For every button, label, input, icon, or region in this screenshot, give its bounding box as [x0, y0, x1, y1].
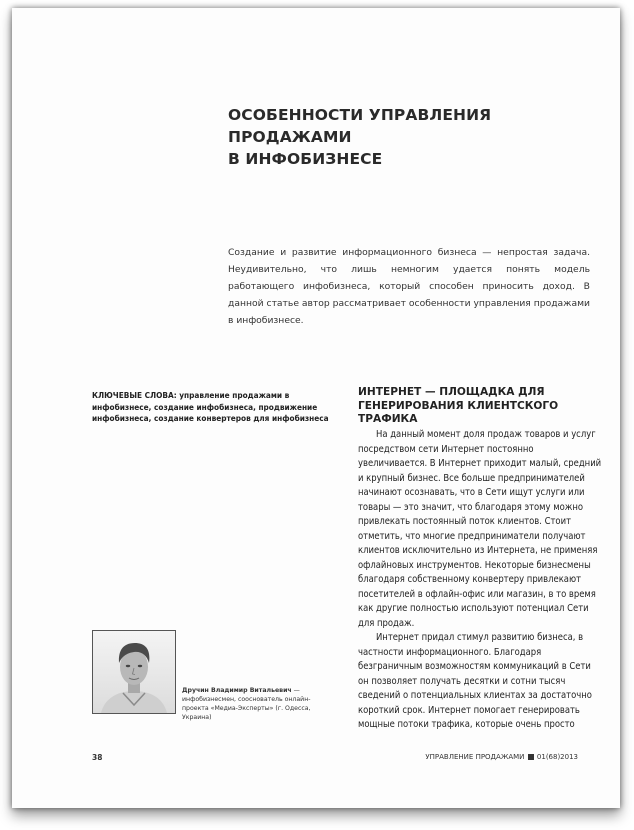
body-paragraph-2: Интернет придал стимул развитию бизнеса, в частности информационного. Благодаря безграничным возможностям коммуникаций в Сети он позволяет получать десятки и сотни тысяч сведений о потенциальных клиентах за достаточно короткий срок. Интернет помогает генерировать мощные потоки трафика, которые очень просто: [358, 632, 592, 730]
page-number: 38: [92, 753, 103, 762]
issue-number: 01(68)2013: [536, 753, 578, 761]
keywords-text: управление продажами в инфобизнесе, создание инфобизнеса, продвижение инфобизнеса, создание конвертеров для инфобизнеса: [92, 390, 329, 423]
journal-name: УПРАВЛЕНИЕ ПРОДАЖАМИ: [425, 753, 525, 761]
author-description: — инфобизнесмен, сооснователь онлайн-проекта «Медиа-Эксперты» (г. Одесса, Украина): [182, 687, 311, 721]
article-abstract: Создание и развитие информационного бизнеса — непростая задача. Неудивительно, что лишь немногим удается понять модель работающего инфобизнеса, который способен приносить доход. В данной статье автор рассматривает особенности управления продажами в инфобизнесе.: [228, 247, 590, 326]
section-heading-line2: ГЕНЕРИРОВАНИЯ КЛИЕНТСКОГО ТРАФИКА: [358, 399, 559, 425]
keywords-label: КЛЮЧЕВЫЕ СЛОВА:: [92, 390, 177, 400]
keywords-block: [92, 390, 334, 425]
author-photo: [92, 630, 176, 714]
article-title: [228, 104, 608, 170]
article-title-line2: В ИНФОБИЗНЕСЕ: [228, 150, 383, 168]
article-title-line1: ОСОБЕННОСТИ УПРАВЛЕНИЯ ПРОДАЖАМИ: [228, 106, 492, 146]
section-heading-line1: ИНТЕРНЕТ — ПЛОЩАДКА ДЛЯ: [358, 386, 545, 398]
author-info: [182, 686, 334, 722]
author-name: Дручин Владимир Витальевич: [182, 687, 292, 694]
author-portrait-icon: [93, 631, 175, 713]
body-paragraph-1: На данный момент доля продаж товаров и услуг посредством сети Интернет постоянно увеличивается. В Интернет приходит малый, средний и крупный бизнес. Все больше предпринимателей начинают осознавать, что в Сети ищут услуги или товары — это значит, что благодаря этому можно привлекать постоянный поток клиентов. Стоит отметить, что многие предприниматели получают клиентов исключительно из Интернета, не применяя офлайновых инструментов. Некоторые бизнесмены благодаря собственному конвертеру привлекают посетителей в офлайн-офис или магазин, в то время как другие полностью используют потенциал Сети для продаж.: [358, 429, 602, 629]
article-body: [358, 428, 602, 733]
running-footer: [425, 753, 578, 761]
section-heading: [358, 386, 608, 427]
square-separator-icon: [528, 754, 534, 760]
magazine-page: [12, 8, 620, 808]
